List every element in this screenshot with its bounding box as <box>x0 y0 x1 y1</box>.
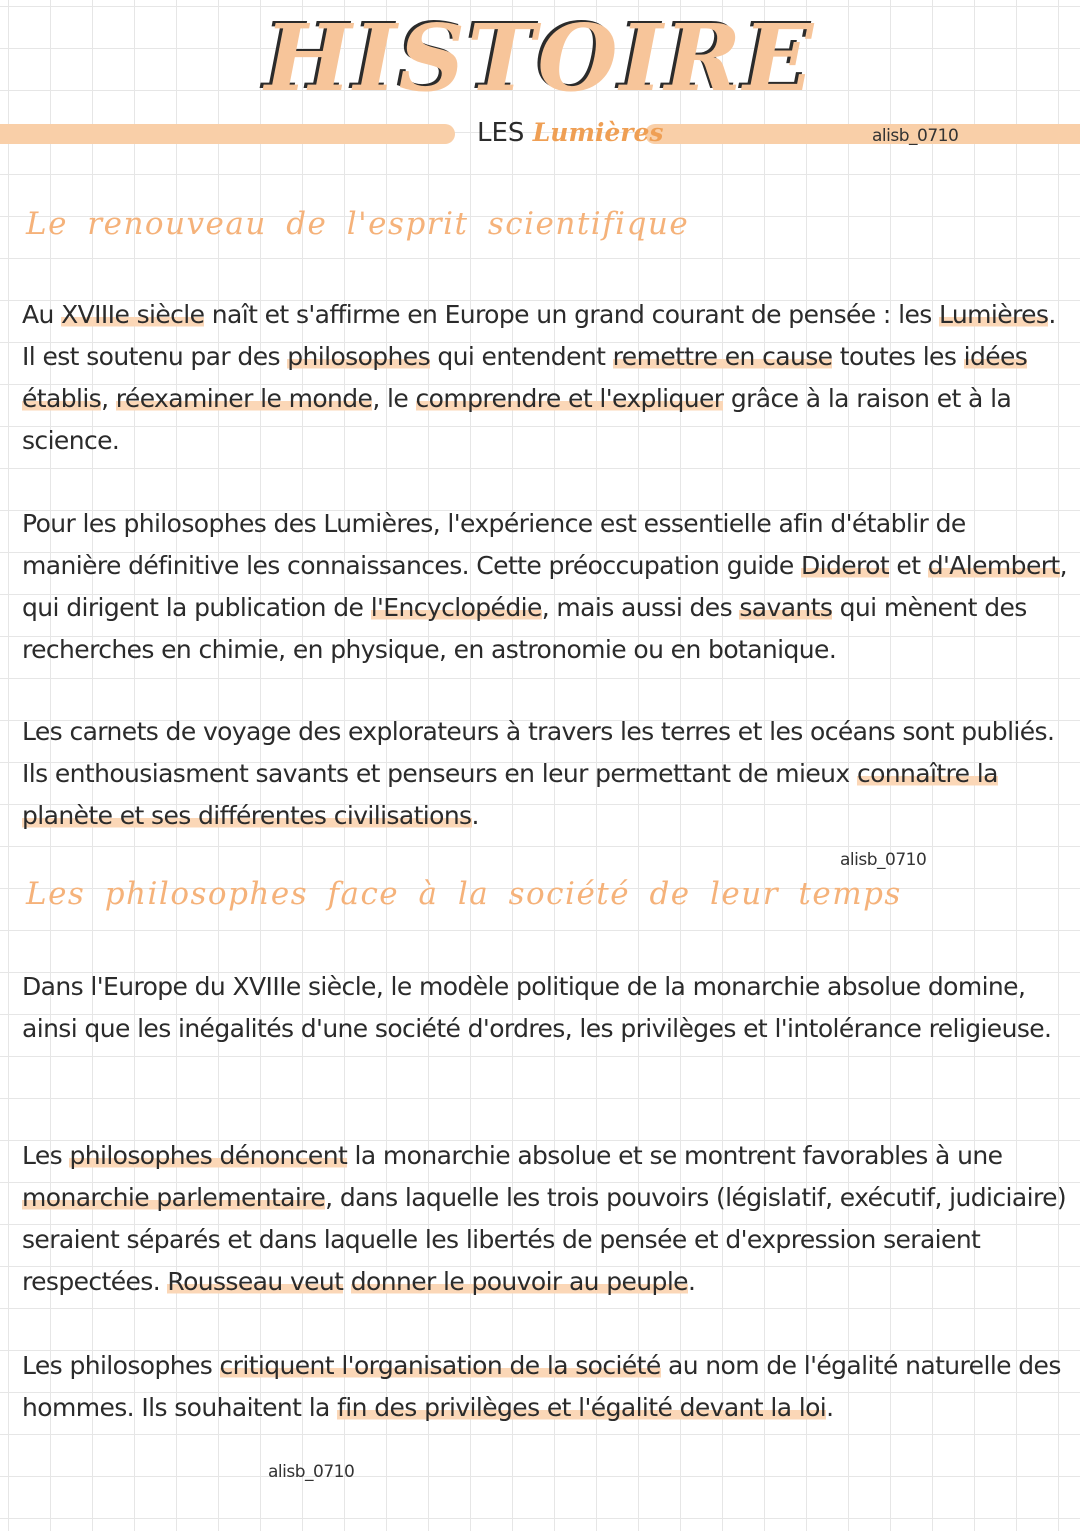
footer-signature: alisb_0710 <box>268 1462 355 1482</box>
subtitle-prefix: LES <box>477 118 525 148</box>
header-signature: alisb_0710 <box>872 126 959 146</box>
section-signature: alisb_0710 <box>840 850 927 870</box>
page-title: HISTOIRE <box>264 4 816 112</box>
decorative-band-left <box>0 124 455 144</box>
section-heading-science: Le renouveau de l'esprit scientifique <box>26 206 690 242</box>
paragraph-egalite: Les philosophes critiquent l'organisation de la société au nom de l'égalité naturelle des hommes. Ils souhaitent la fin des privilèges et l'égalité devant la loi. <box>22 1351 1061 1422</box>
section-heading-society: Les philosophes face à la société de leur temps <box>26 876 902 912</box>
paragraph-monarchie: Dans l'Europe du XVIIIe siècle, le modèle politique de la monarchie absolue domine, ainsi que les inégalités d'une société d'ordres, les privilèges et l'intolérance religieuse. <box>22 972 1052 1043</box>
paragraph-explorateurs: Les carnets de voyage des explorateurs à travers les terres et les océans sont publiés. Ils enthousiasment savants et penseurs en leur permettant de mieux connaître la planète et ses différentes civilisations. <box>22 717 1055 830</box>
subtitle-accent: Lumières <box>532 118 664 147</box>
decorative-band-right <box>645 124 1080 144</box>
subtitle <box>477 118 663 148</box>
paragraph-denonciation: Les philosophes dénoncent la monarchie absolue et se montrent favorables à une monarchie parlementaire, dans laquelle les trois pouvoirs (législatif, exécutif, judiciaire) seraient séparés et dans laquelle les libertés de pensée et d'expression seraient respectées. Rousseau veut donner le pouvoir au peuple. <box>22 1141 1067 1296</box>
paragraph-experience: Pour les philosophes des Lumières, l'expérience est essentielle afin d'établir de manière définitive les connaissances. Cette préoccupation guide Diderot et d'Alembert, qui dirigent la publication de l'Encyclopédie, mais aussi des savants qui mènent des recherches en chimie, en physique, en astronomie ou en botanique. <box>22 509 1067 664</box>
paragraph-lumieres-intro: Au XVIIIe siècle naît et s'affirme en Europe un grand courant de pensée : les Lumières. Il est soutenu par des philosophes qui entendent remettre en cause toutes les idées établis, réexaminer le monde, le comprendre et l'expliquer grâce à la raison et à la science. <box>22 300 1056 455</box>
